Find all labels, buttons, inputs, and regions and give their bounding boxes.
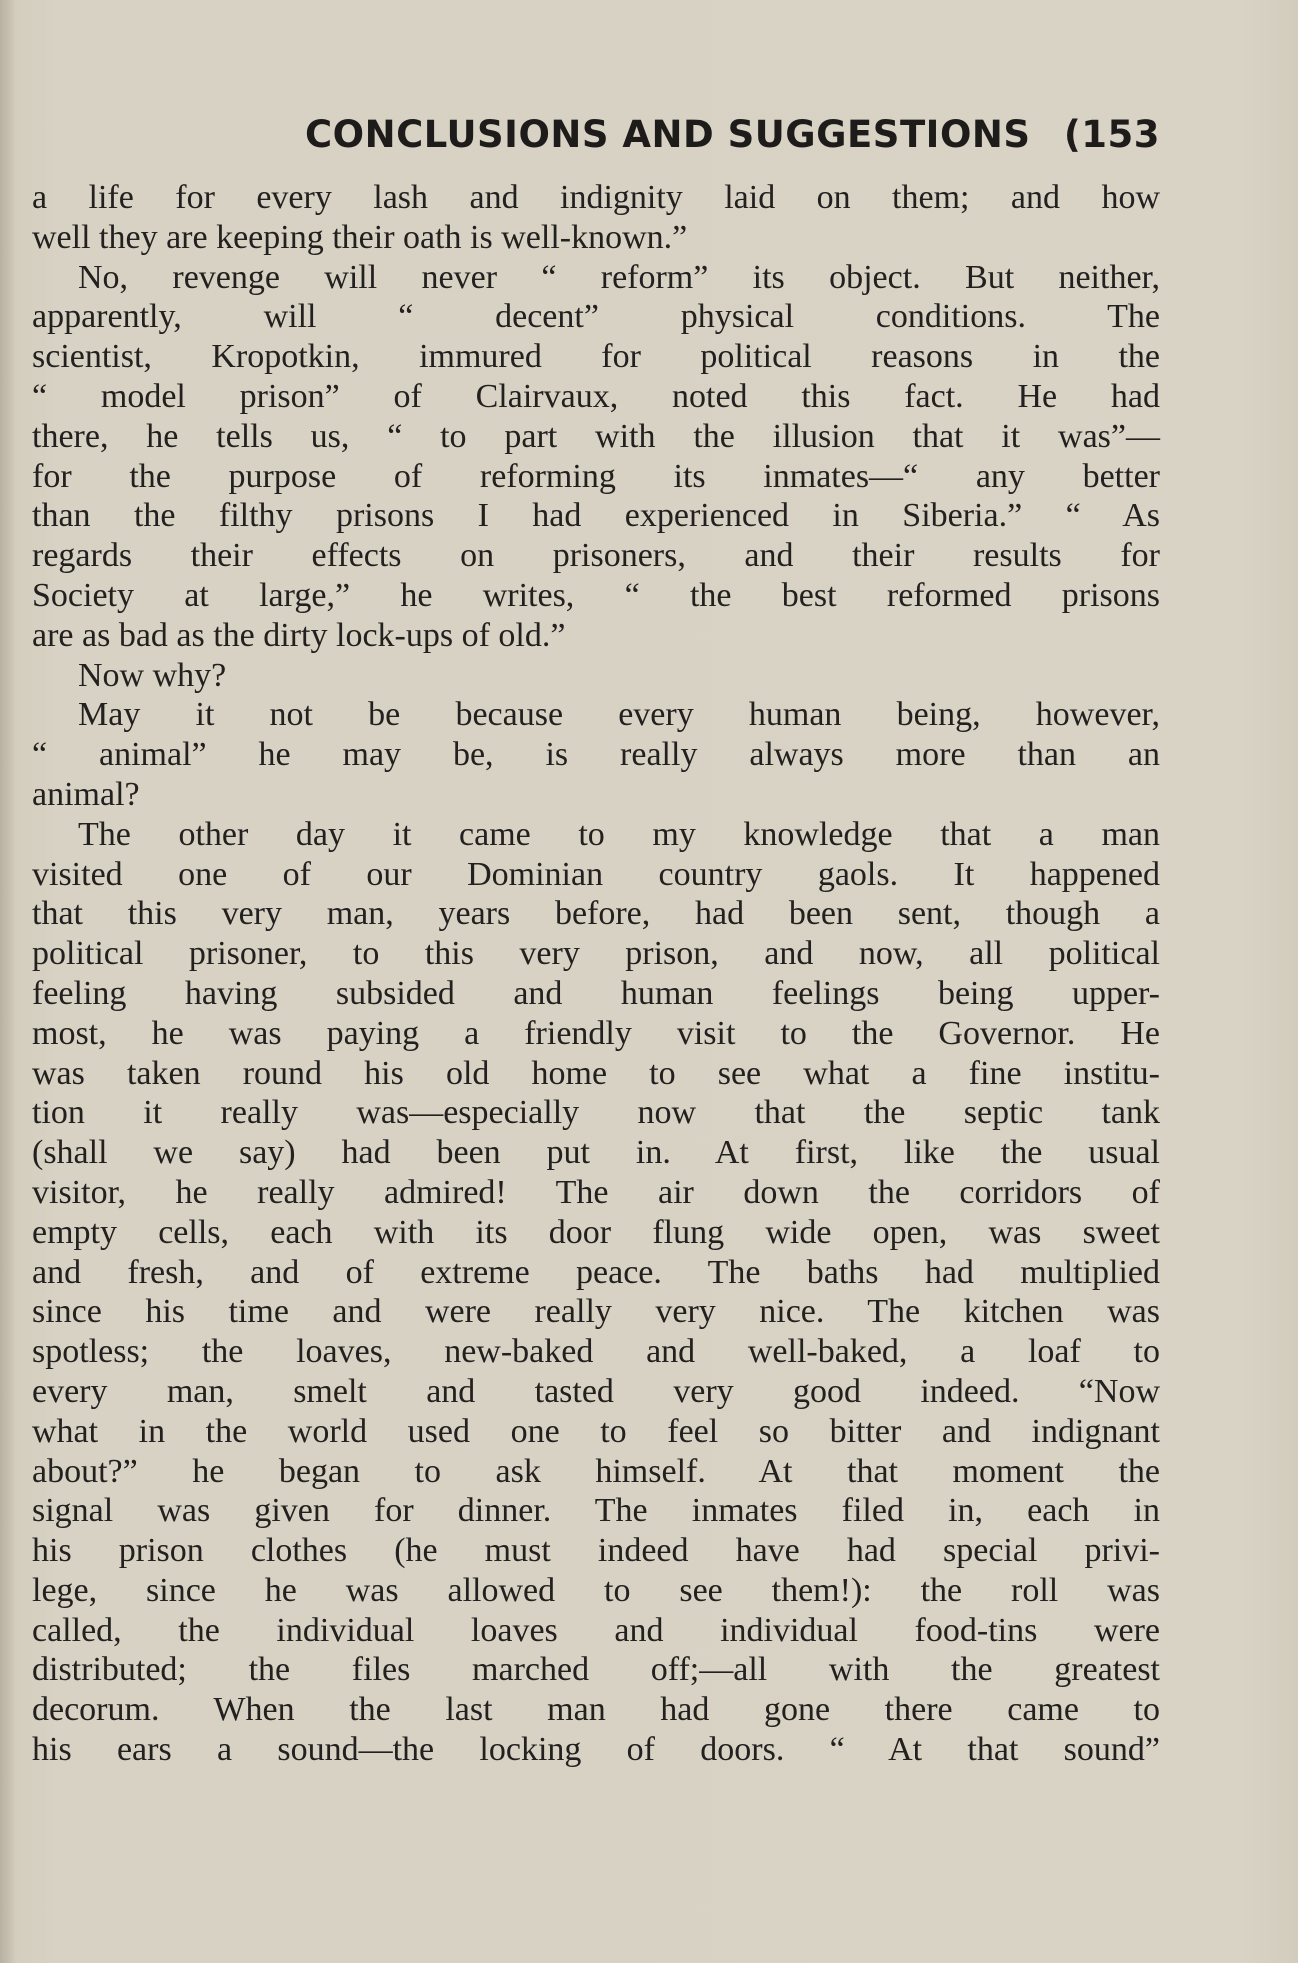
text-line: May it not be because every human being, however,: [78, 696, 1160, 734]
text-line: animal?: [32, 775, 140, 813]
text-line: tion it really was—especially now that the septic tank: [32, 1094, 1160, 1132]
text-line: feeling having subsided and human feelings being upper-: [32, 974, 1160, 1012]
text-line: a life for every lash and indignity laid on them; and how: [32, 179, 1160, 216]
chapter-title: CONCLUSIONS AND SUGGESTIONS: [305, 112, 1031, 156]
page-number: (153: [1063, 112, 1160, 156]
text-line: his prison clothes (he must indeed have had special privi-: [32, 1532, 1160, 1570]
text-line: Now why?: [78, 656, 227, 694]
text-line: well they are keeping their oath is well-known.”: [32, 218, 688, 256]
text-line: apparently, will “ decent” physical conditions. The: [32, 298, 1160, 336]
text-line: his ears a sound—the locking of doors. “ At that sound”: [32, 1731, 1160, 1769]
text-line: lege, since he was allowed to see them!): the roll was: [32, 1571, 1160, 1609]
text-line: The other day it came to my knowledge that a man: [78, 815, 1160, 853]
text-line: that this very man, years before, had been sent, though a: [32, 895, 1160, 933]
text-line: regards their effects on prisoners, and their results for: [32, 537, 1160, 575]
text-line: (shall we say) had been put in. At first, like the usual: [32, 1134, 1160, 1172]
body-text: [32, 178, 1160, 1770]
text-line: called, the individual loaves and individual food-tins were: [32, 1611, 1160, 1649]
running-head: [305, 108, 1160, 160]
text-line: what in the world used one to feel so bitter and indignant: [32, 1412, 1160, 1450]
text-line: about?” he began to ask himself. At that moment the: [32, 1452, 1160, 1490]
text-line: political prisoner, to this very prison, and now, all political: [32, 935, 1160, 973]
text-line: empty cells, each with its door flung wide open, was sweet: [32, 1213, 1160, 1251]
text-line: for the purpose of reforming its inmates—“ any better: [32, 457, 1160, 495]
text-line: visited one of our Dominian country gaols. It happened: [32, 855, 1160, 893]
text-line: are as bad as the dirty lock-ups of old.”: [32, 616, 566, 654]
text-line: most, he was paying a friendly visit to the Governor. He: [32, 1014, 1160, 1052]
text-line: decorum. When the last man had gone there came to: [32, 1691, 1160, 1729]
text-line: “ animal” he may be, is really always more than an: [32, 736, 1160, 774]
text-line: and fresh, and of extreme peace. The baths had multiplied: [32, 1253, 1160, 1291]
text-line: “ model prison” of Clairvaux, noted this fact. He had: [32, 377, 1160, 415]
text-line: No, revenge will never “ reform” its object. But neither,: [78, 258, 1160, 296]
text-line: since his time and were really very nice. The kitchen was: [32, 1293, 1160, 1331]
text-line: than the filthy prisons I had experienced in Siberia.” “ As: [32, 497, 1160, 535]
text-line: spotless; the loaves, new-baked and well-baked, a loaf to: [32, 1333, 1160, 1371]
text-line: scientist, Kropotkin, immured for political reasons in the: [32, 338, 1160, 376]
text-line: visitor, he really admired! The air down the corridors of: [32, 1173, 1160, 1211]
text-line: Society at large,” he writes, “ the best reformed prisons: [32, 576, 1160, 614]
text-line: every man, smelt and tasted very good indeed. “Now: [32, 1372, 1160, 1410]
text-line: signal was given for dinner. The inmates filed in, each in: [32, 1492, 1160, 1530]
text-line: was taken round his old home to see what a fine institu-: [32, 1054, 1160, 1092]
text-line: distributed; the files marched off;—all with the greatest: [32, 1651, 1160, 1689]
text-line: there, he tells us, “ to part with the illusion that it was”—: [32, 417, 1160, 455]
page-gutter-edge: [0, 0, 14, 1963]
